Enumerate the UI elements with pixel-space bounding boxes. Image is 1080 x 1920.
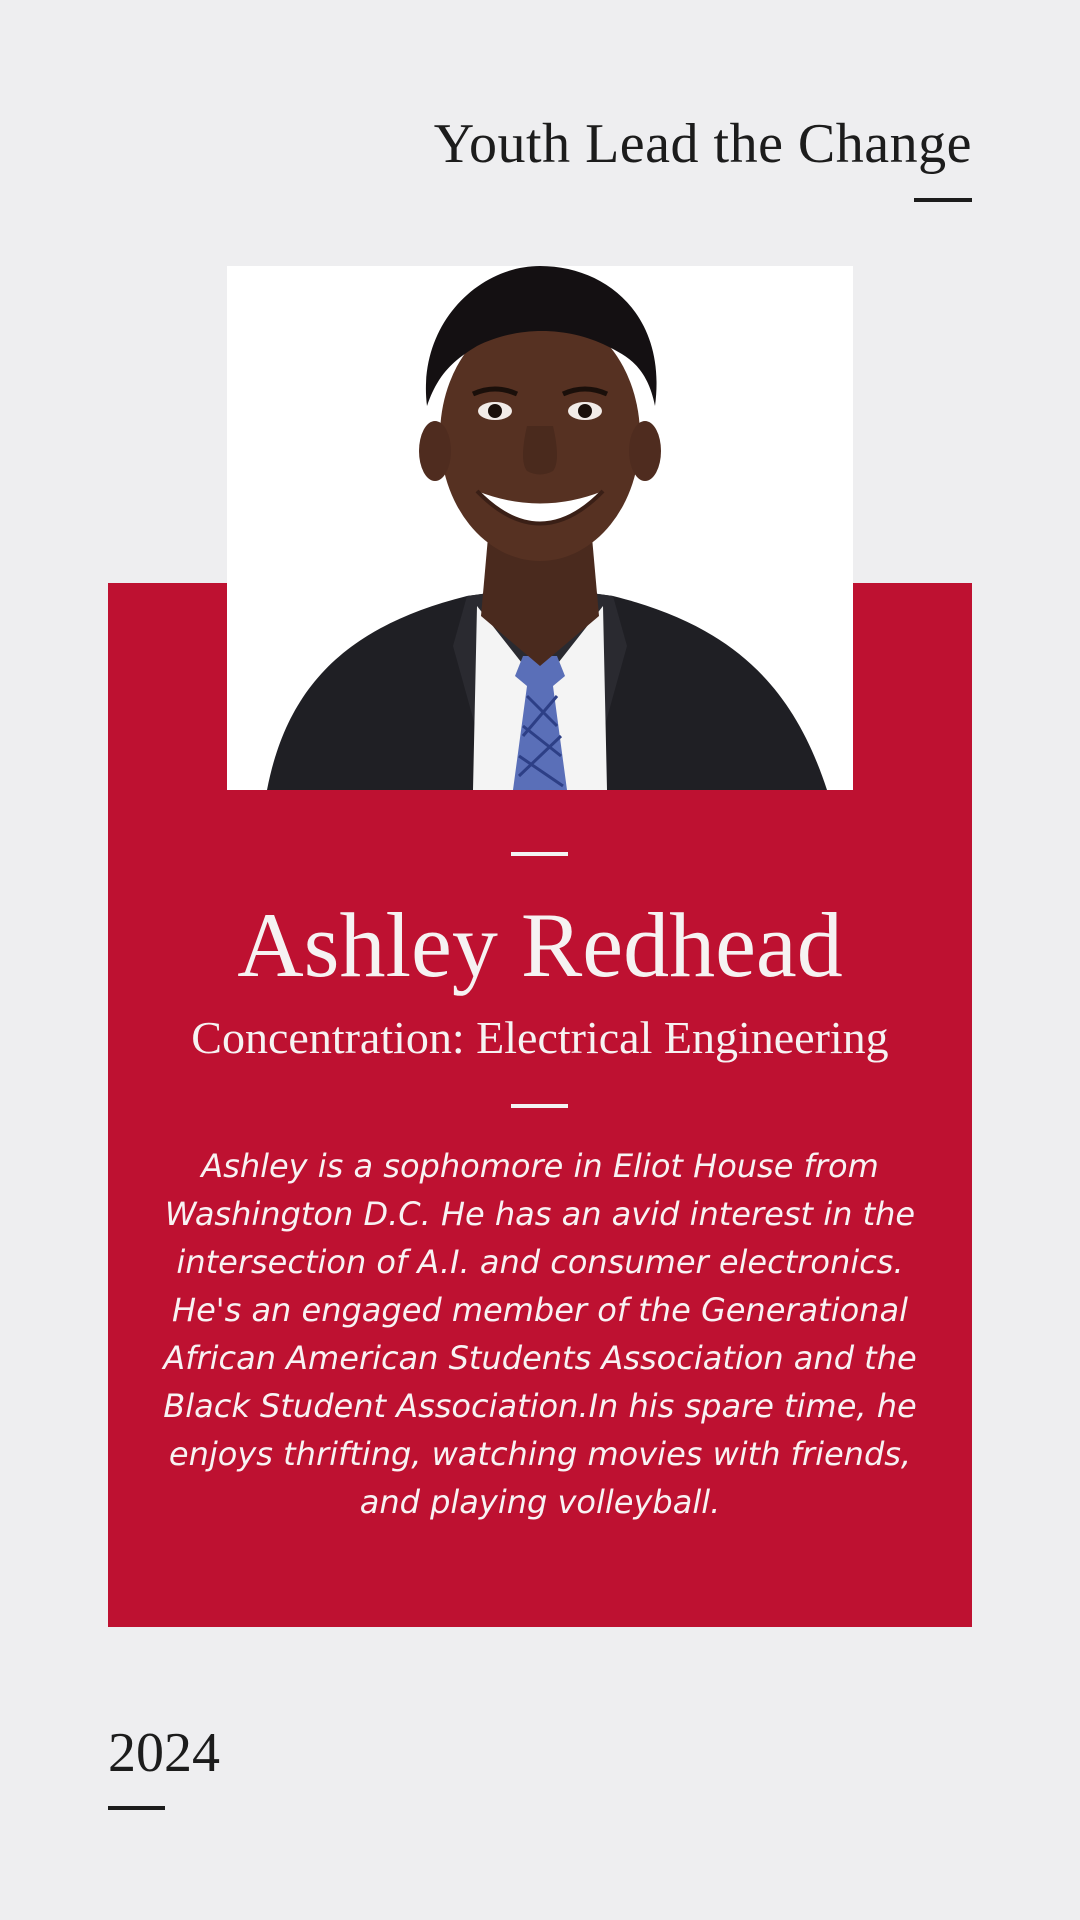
profile-name: Ashley Redhead [237, 894, 843, 996]
name-bottom-divider [511, 1104, 568, 1108]
name-top-divider [511, 852, 568, 856]
profile-concentration: Concentration: Electrical Engineering [191, 1012, 889, 1063]
profile-bio: Ashley is a sophomore in Eliot House from Washington D.C. He has an avid interest in the intersection of A.I. and consumer electronics. He's an engaged member of the Generational African American Students Association and the Black Student Association.In his spare time, he enjoys thrifting, watching movies with friends, and playing volleyball. [163, 1147, 917, 1521]
title-divider [914, 198, 972, 202]
year-label: 2024 [108, 1722, 220, 1784]
portrait-photo [227, 266, 853, 790]
year-divider [108, 1806, 165, 1810]
page-title: Youth Lead the Change [433, 113, 972, 175]
